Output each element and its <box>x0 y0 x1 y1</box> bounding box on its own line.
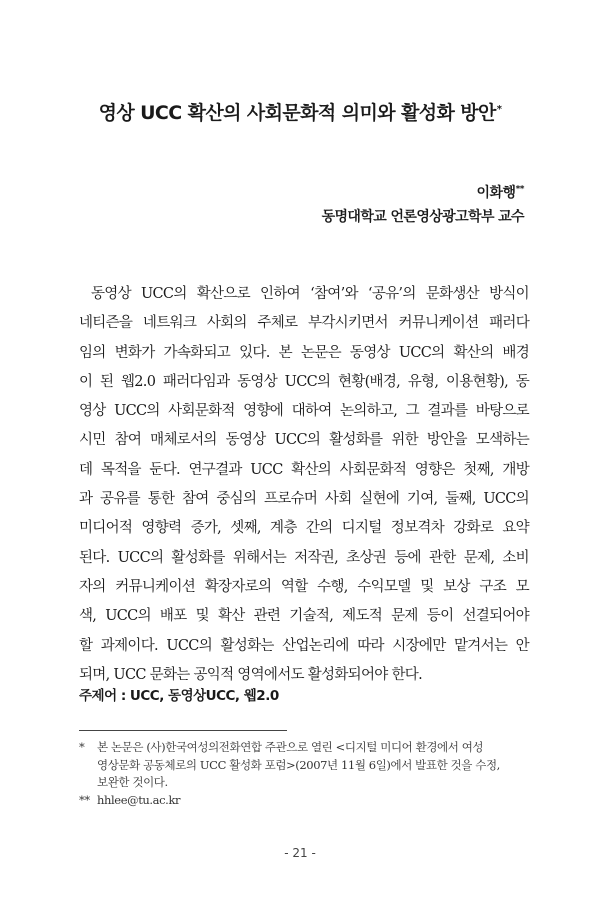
page-number: - 21 - <box>284 846 316 860</box>
abstract-line: 영상 UCC의 사회문화적 영향에 대하여 논의하고, 그 결과를 바탕으로 <box>79 403 529 420</box>
abstract-line: 네티즌을 네트워크 사회의 주체로 부각시키면서 커뮤니케이션 패러다 <box>79 315 529 332</box>
footnote-2-line <box>79 792 531 810</box>
title-text: 영상 UCC 확산의 사회문화적 의미와 활성화 방안 <box>98 102 496 124</box>
abstract-line: 동영상 UCC의 확산으로 인하여 ‘참여’와 ‘공유’의 문화생산 방식이 <box>91 286 529 302</box>
abstract-line: 된다. UCC의 활성화를 위해서는 저작권, 초상권 등에 관한 문제, 소비 <box>79 549 529 566</box>
abstract-line: 시민 참여 매체로서의 동영상 UCC의 활성화를 위한 방안을 모색하는 <box>79 432 529 449</box>
keywords: 주제어 : UCC, 동영상UCC, 웹2.0 <box>79 688 279 704</box>
abstract-line: 색, UCC의 배포 및 확산 관련 기술적, 제도적 문제 등이 선결되어야 <box>79 608 529 625</box>
footnote-1-text: 본 논문은 (사)한국여성의전화연합 주관으로 열린 <디지털 미디어 환경에서 여성 <box>97 740 484 754</box>
footnote-1-line: 영상문화 공동체로의 UCC 활성화 포럼>(2007년 11월 6일)에서 발표한 것을 수정, <box>97 757 500 772</box>
abstract-line: 이 된 웹2.0 패러다임과 동영상 UCC의 현황(배경, 유형, 이용현황), 동 <box>79 373 529 390</box>
paper-title <box>0 98 600 125</box>
footnote-1-mark: * <box>79 740 85 754</box>
abstract-line: 미디어적 영향력 증가, 셋째, 계층 간의 디지털 정보격차 강화로 요약 <box>79 520 529 537</box>
author-affiliation: 동명대학교 언론영상광고학부 교수 <box>321 209 524 225</box>
abstract-line: 자의 커뮤니케이션 확장자로의 역할 수행, 수익모델 및 보상 구조 모 <box>79 578 529 595</box>
author-name-text: 이화행 <box>476 185 516 201</box>
footnote-1-line <box>79 739 531 757</box>
footnotes <box>79 739 531 809</box>
abstract-line: 임의 변화가 가속화되고 있다. 본 논문은 동영상 UCC의 확산의 배경 <box>79 344 529 361</box>
footnote-2-mark: ** <box>79 792 90 807</box>
footnote-divider <box>79 730 287 731</box>
footnote-1-line: 보완한 것이다. <box>97 775 168 789</box>
author-email: hhlee@tu.ac.kr <box>97 792 181 807</box>
author-footnote-mark: ** <box>515 184 524 195</box>
abstract-line: 과 공유를 통한 참여 중심의 프로슈머 사회 실현에 기여, 둘째, UCC의 <box>79 491 529 508</box>
author-name <box>477 182 525 202</box>
abstract-line: 할 과제이다. UCC의 활성화는 산업논리에 따라 시장에만 맡겨서는 안 <box>79 637 529 654</box>
abstract-line: 데 목적을 둔다. 연구결과 UCC 확산의 사회문화적 영향은 첫째, 개방 <box>79 461 529 478</box>
abstract-line: 되며, UCC 문화는 공익적 영역에서도 활성화되어야 한다. <box>79 666 423 683</box>
title-footnote-mark: * <box>496 103 502 115</box>
abstract <box>79 280 529 690</box>
